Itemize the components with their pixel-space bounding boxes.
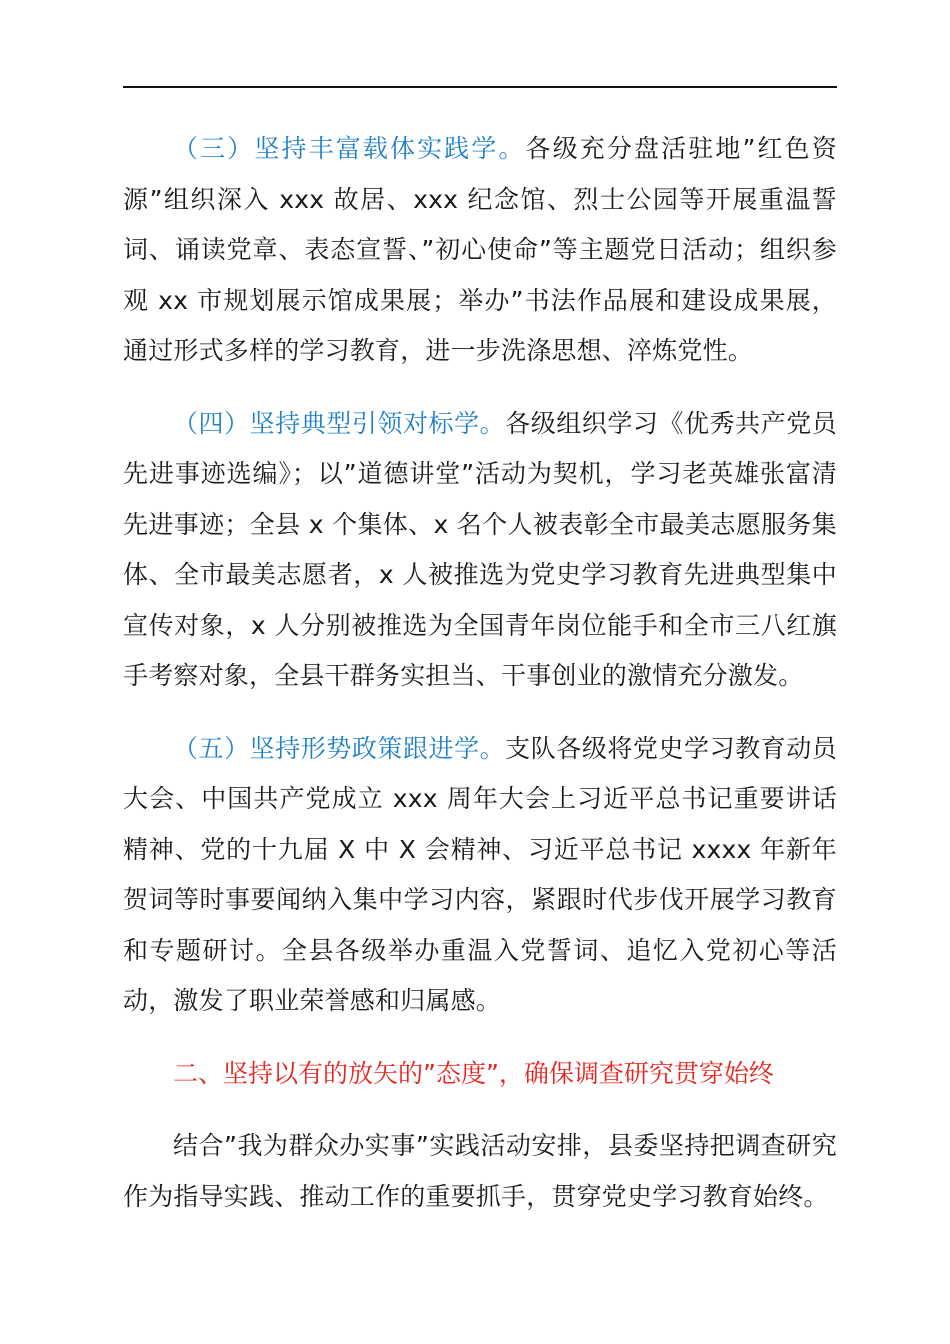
paragraph-lead: （三）坚持丰富载体实践学。: [173, 134, 526, 163]
paragraph-text: 支队各级将党史学习教育动员大会、中国共产党成立 xxx 周年大会上习近平总书记重要讲话精神、党的十九届 X 中 X 会精神、习近平总书记 xxxx 年新年贺词等时事要闻纳入集中学习内容，紧跟时代步伐开展学习教育和专题研讨。全县各级举办重温入党誓词、追忆入党初心等活动，激发了职业荣誉感和归属感。: [123, 733, 837, 1015]
paragraph-lead: （四）坚持典型引领对标学。: [173, 408, 506, 438]
paragraph-lead: （五）坚持形势政策跟进学。: [173, 733, 506, 763]
document-body: [123, 124, 837, 1244]
paragraph-policy-study: [123, 724, 837, 1027]
header-rule: [123, 86, 837, 88]
paragraph-text: 各级组织学习《优秀共产党员先进事迹选编》；以”道德讲堂”活动为契机，学习老英雄张富清先进事迹；全县 x 个集体、x 名个人被表彰全市最美志愿服务集体、全市最美志愿者，x 人被推选为党史学习教育先进典型集中宣传对象，x 人分别被推选为全国青年岗位能手和全市三八红旗手考察对象，全县干群务实担当、干事创业的激情充分激发。: [123, 408, 837, 690]
section-heading: 二、坚持以有的放矢的”态度”，确保调查研究贯穿始终: [173, 1058, 774, 1088]
paragraph-typical-examples: [123, 399, 837, 702]
paragraph-closing: 结合”我为群众办实事”实践活动安排，县委坚持把调查研究作为指导实践、推动工作的重要抓手，贯穿党史学习教育始终。: [123, 1131, 837, 1211]
paragraph-text: 各级充分盘活驻地”红色资源”组织深入 xxx 故居、xxx 纪念馆、烈士公园等开展重温誓词、诵读党章、表态宣誓、”初心使命”等主题党日活动；组织参观 xx 市规划展示馆成果展；举办”书法作品展和建设成果展，通过形式多样的学习教育，进一步洗涤思想、淬炼党性。: [123, 134, 837, 365]
paragraph-enrich-carriers: [123, 124, 837, 377]
